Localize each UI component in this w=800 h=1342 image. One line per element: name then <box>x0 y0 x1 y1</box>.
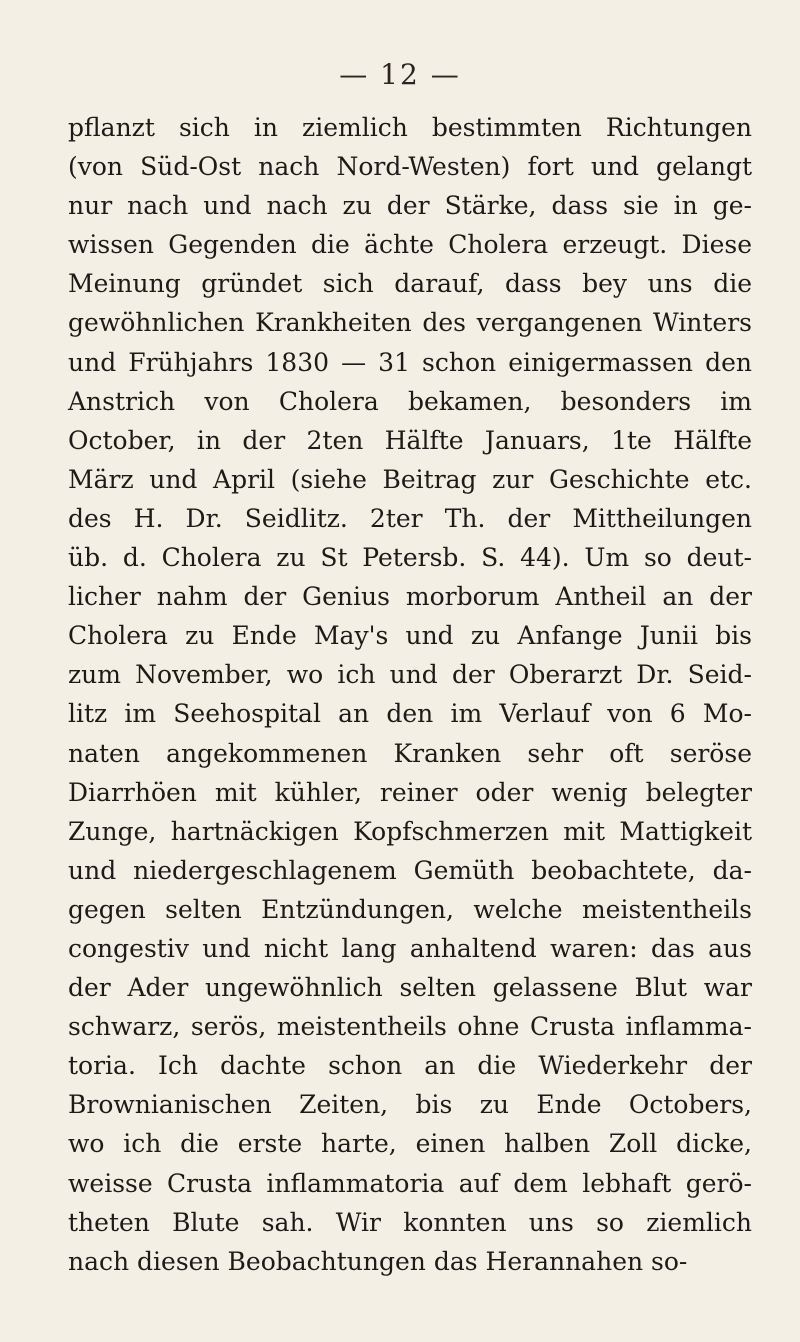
text-line: Zunge, hartnäckigen Kopfschmerzen mit Mattigkeit <box>68 816 752 846</box>
text-line: gegen selten Entzündungen, welche meistentheils <box>68 894 752 924</box>
body-text <box>68 108 752 1281</box>
text-line: und Frühjahrs 1830 — 31 schon einigermassen den <box>68 347 752 377</box>
text-line: weisse Crusta inflammatoria auf dem lebhaft gerö- <box>68 1168 752 1198</box>
page-number: — 12 — <box>339 58 461 91</box>
text-line: der Ader ungewöhnlich selten gelassene Blut war <box>68 973 752 1003</box>
text-line: congestiv und nicht lang anhaltend waren: das aus <box>68 933 752 963</box>
text-line: gewöhnlichen Krankheiten des vergangenen Winters <box>68 308 752 338</box>
text-line: Diarrhöen mit kühler, reiner oder wenig belegter <box>68 777 752 807</box>
text-line: pflanzt sich in ziemlich bestimmten Richtungen <box>68 113 752 142</box>
text-line: Anstrich von Cholera bekamen, besonders im <box>68 386 752 416</box>
text-line: nach diesen Beobachtungen das Herannahen so- <box>68 1246 688 1276</box>
text-line: licher nahm der Genius morborum Antheil an der <box>68 582 752 612</box>
text-line: wissen Gegenden die ächte Cholera erzeugt. Diese <box>68 230 752 260</box>
text-line: schwarz, serös, meistentheils ohne Crusta inflamma- <box>68 1012 752 1042</box>
text-line: Brownianischen Zeiten, bis zu Ende Octobers, <box>68 1090 752 1120</box>
text-line: üb. d. Cholera zu St Petersb. S. 44). Um so deut- <box>68 543 752 573</box>
text-line: (von Süd-Ost nach Nord-Westen) fort und gelangt <box>68 152 752 182</box>
text-line: October, in der 2ten Hälfte Januars, 1te Hälfte <box>68 425 752 455</box>
text-line: März und April (siehe Beitrag zur Geschichte etc. <box>68 464 752 494</box>
text-line: theten Blute sah. Wir konnten uns so ziemlich <box>68 1207 752 1237</box>
text-line: Meinung gründet sich darauf, dass bey uns die <box>68 269 752 299</box>
text-line: und niedergeschlagenem Gemüth beobachtete, da- <box>68 855 752 885</box>
text-line: zum November, wo ich und der Oberarzt Dr. Seid- <box>68 660 752 690</box>
text-line: litz im Seehospital an den im Verlauf von 6 Mo- <box>68 699 752 729</box>
text-line: des H. Dr. Seidlitz. 2ter Th. der Mittheilungen <box>68 503 752 533</box>
text-line: wo ich die erste harte, einen halben Zoll dicke, <box>68 1129 752 1159</box>
text-line: naten angekommenen Kranken sehr oft seröse <box>68 738 752 768</box>
text-line: toria. Ich dachte schon an die Wiederkehr der <box>68 1051 752 1081</box>
text-line: nur nach und nach zu der Stärke, dass sie in ge- <box>68 191 752 221</box>
text-line: Cholera zu Ende May's und zu Anfange Junii bis <box>68 621 752 651</box>
